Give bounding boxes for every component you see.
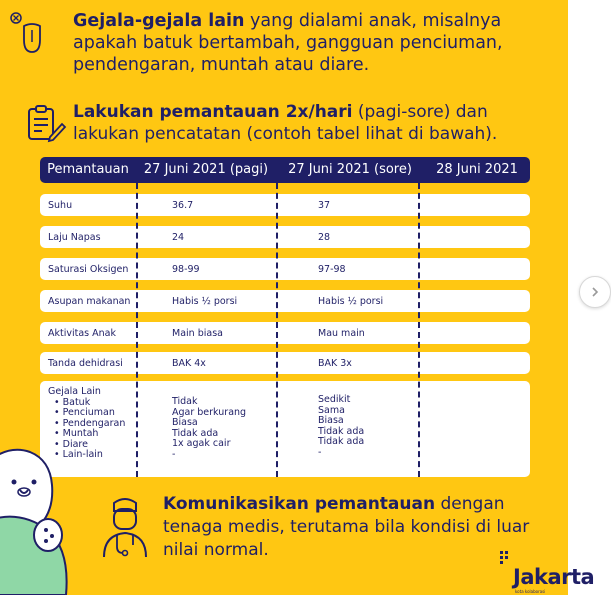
intro-text: Gejala-gejala lain yang dialami anak, misalnya apakah batuk bertambah, gangguan penciuman, pendengaran, muntah atau diare. <box>73 11 503 75</box>
table-row <box>40 194 530 216</box>
list-item: - <box>172 448 176 460</box>
logo-mark-icon <box>500 551 514 573</box>
gejala-pagi-cell <box>172 381 302 493</box>
header-pemantauan: Pemantauan <box>47 162 129 177</box>
list-item: Biasa <box>172 417 198 428</box>
pagi-value: 98-99 <box>172 263 200 275</box>
header-27-juni-sore: 27 Juni 2021 (sore) <box>288 162 412 177</box>
sore-value: 97-98 <box>318 263 346 275</box>
column-divider <box>136 183 138 477</box>
column-divider <box>276 183 278 477</box>
row-label: Aktivitas Anak <box>48 327 116 339</box>
row-label: Saturasi Oksigen <box>48 263 129 275</box>
table-row <box>40 226 530 248</box>
doctor-icon <box>100 495 150 557</box>
pagi-value: Habis ½ porsi <box>172 295 238 307</box>
monitoring-table <box>40 157 530 481</box>
list-item: • Diare <box>54 438 88 450</box>
pagi-value: BAK 4x <box>172 357 206 369</box>
list-item: - <box>318 446 322 458</box>
list-item: Biasa <box>318 415 344 426</box>
table-row <box>40 352 530 374</box>
sore-value: 37 <box>318 199 331 211</box>
list-item: Tidak <box>172 396 198 407</box>
list-item: • Muntah <box>54 428 99 439</box>
clipboard-icon <box>26 104 66 142</box>
pagi-value: 24 <box>172 231 185 243</box>
sore-value: 28 <box>318 231 331 243</box>
logo-text: Jakarta <box>513 565 595 589</box>
list-item: • Batuk <box>54 396 91 408</box>
sore-value: Habis ½ porsi <box>318 295 384 307</box>
communication-instruction: Komunikasikan pemantauan dengan tenaga medis, terutama bila kondisi di luar nilai normal. <box>163 494 530 560</box>
header-28-juni: 28 Juni 2021 <box>436 162 518 177</box>
column-divider <box>418 183 420 477</box>
chevron-right-icon <box>589 286 601 298</box>
sore-value: BAK 3x <box>318 357 352 369</box>
row-label: Laju Napas <box>48 231 101 243</box>
list-item: • Penciuman <box>54 407 115 418</box>
row-label: Asupan makanan <box>48 295 131 307</box>
pagi-value: 36.7 <box>172 199 194 211</box>
logo-tagline: kota kolaborasi <box>515 589 546 594</box>
list-item: 1x agak cair <box>172 438 231 449</box>
table-row <box>40 290 530 312</box>
list-item: Agar berkurang <box>172 406 247 418</box>
table-row <box>40 322 530 344</box>
next-slide-button[interactable] <box>579 276 611 308</box>
list-item: Tidak ada <box>172 427 219 439</box>
list-item: Tidak ada <box>318 436 365 447</box>
list-item: Tidak ada <box>318 425 365 437</box>
row-label: Suhu <box>48 199 73 211</box>
gejala-sore-cell <box>318 381 448 491</box>
jakarta-logo <box>500 551 605 595</box>
row-label: Gejala Lain <box>48 386 101 397</box>
list-item: Sedikit <box>318 394 351 405</box>
list-item: Sama <box>318 404 345 416</box>
header-27-juni-pagi: 27 Juni 2021 (pagi) <box>143 162 269 177</box>
sore-value: Mau main <box>318 327 365 339</box>
table-row-gejala <box>40 381 530 477</box>
list-item: • Pendengaran <box>54 417 126 429</box>
table-header <box>40 157 530 183</box>
list-item: • Lain-lain <box>54 449 103 460</box>
row-label: Tanda dehidrasi <box>48 357 123 369</box>
table-row <box>40 258 530 280</box>
pagi-value: Main biasa <box>172 327 223 339</box>
tongue-symptom-icon <box>10 12 54 56</box>
monitoring-instruction: Lakukan pemantauan 2x/hari (pagi-sore) dan lakukan pencatatan (contoh tabel lihat di bawah). <box>73 102 498 144</box>
bear-mascot-illustration <box>0 440 70 595</box>
